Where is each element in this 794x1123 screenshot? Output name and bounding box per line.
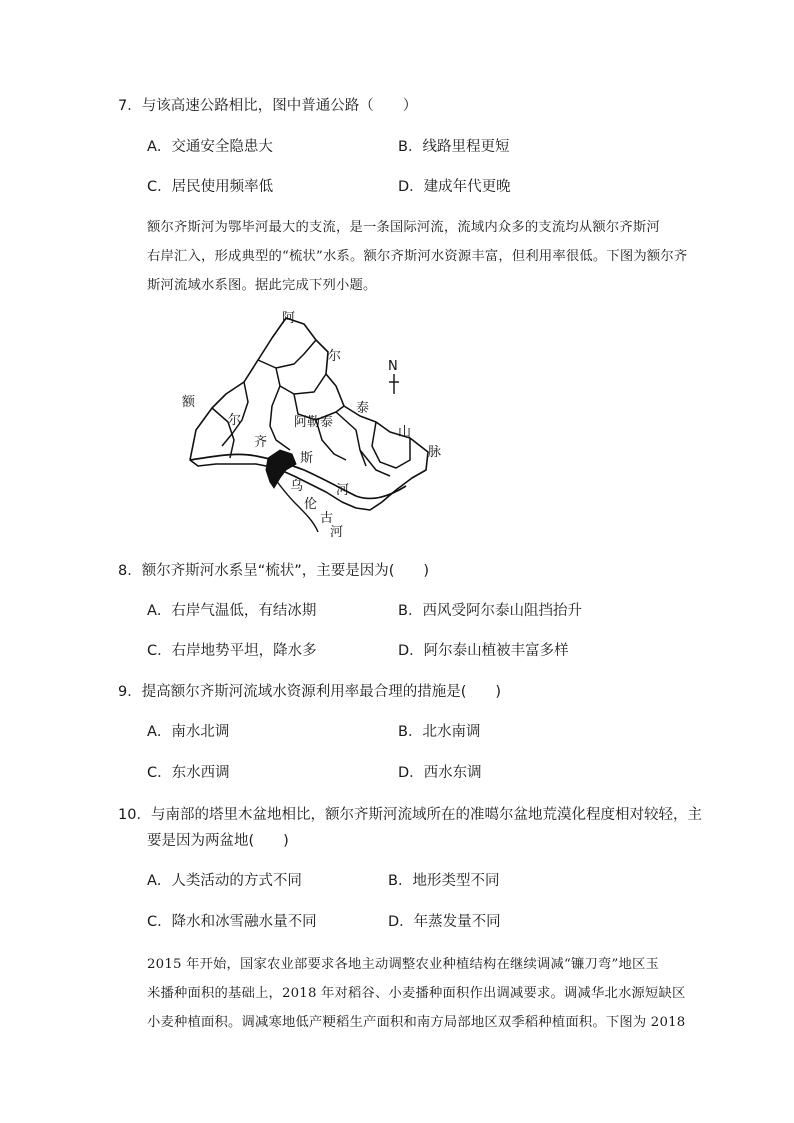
label-wu: 乌 (290, 479, 304, 494)
q9-option-a: A．南水北调 (147, 724, 230, 740)
q9-option-b: B．北水南调 (398, 724, 481, 740)
q8-stem: 8．额尔齐斯河水系呈“梳状”，主要是因为( ) (118, 563, 430, 579)
label-shan: 山 (398, 425, 412, 440)
passage1-line-3: 斯河流域水系图。据此完成下列小题。 (147, 278, 377, 293)
q7-option-d: D．建成年代更晚 (398, 179, 511, 195)
q8-option-b: B．西风受阿尔泰山阻挡抬升 (398, 603, 582, 619)
passage2-line-3: 小麦种植面积。调减寒地低产粳稻生产面积和南方局部地区双季稻种植面积。下图为 2018 (147, 1015, 686, 1030)
q10-option-d: D．年蒸发量不同 (388, 914, 501, 930)
label-lun: 伦 (304, 497, 318, 512)
irtysh-river-map (176, 310, 442, 542)
q7-option-c: C．居民使用频率低 (147, 179, 274, 195)
q9-option-d: D．西水东调 (398, 765, 482, 781)
basin-boundary (190, 318, 428, 510)
label-gu: 古 (320, 511, 334, 526)
label-a1: 阿 (282, 311, 296, 326)
q10-option-a: A．人类活动的方式不同 (147, 873, 302, 889)
q7-option-a: A．交通安全隐患大 (147, 139, 273, 155)
q10-stem-line-1: 10．与南部的塔里木盆地相比，额尔齐斯河流域所在的准噶尔盆地荒漠化程度相对较轻，主 (118, 807, 702, 823)
label-si: 斯 (300, 451, 314, 466)
label-he: 河 (336, 483, 350, 498)
label-qi: 齐 (254, 435, 268, 450)
passage1 (147, 213, 688, 300)
north-arrow (388, 359, 399, 394)
label-tai: 泰 (356, 401, 370, 416)
q10-option-b: B．地形类型不同 (388, 873, 500, 889)
q8-option-d: D．阿尔泰山植被丰富多样 (398, 643, 569, 659)
label-he2: 河 (330, 525, 344, 540)
q9-option-c: C．东水西调 (147, 765, 230, 781)
label-mai: 脉 (428, 445, 442, 460)
label-er1: 尔 (328, 349, 342, 364)
q7-stem: 7．与该高速公路相比，图中普通公路（ ） (118, 98, 418, 114)
label-altay: 阿勒泰 (294, 415, 334, 430)
label-er2: 尔 (228, 413, 242, 428)
label-e: 额 (182, 395, 196, 410)
q8-option-a: A．右岸气温低，有结冰期 (147, 603, 317, 619)
passage2-line-1: 2015 年开始，国家农业部要求各地主动调整农业种植结构在继续调减“镰刀弯”地区玉 (147, 957, 659, 972)
passage1-line-1: 额尔齐斯河为鄂毕河最大的支流，是一条国际河流，流域内众多的支流均从额尔齐斯河 (147, 220, 660, 235)
passage2 (147, 950, 686, 1037)
passage1-line-2: 右岸汇入，形成典型的“梳状”水系。额尔齐斯河水资源丰富，但利用率很低。下图为额尔齐 (147, 249, 688, 264)
q10-option-c: C．降水和冰雪融水量不同 (147, 914, 317, 930)
q9-stem: 9．提高额尔齐斯河流域水资源利用率最合理的措施是( ) (118, 684, 502, 700)
q10-stem-line-2: 要是因为两盆地( ) (147, 833, 289, 849)
north-label: N (388, 359, 398, 374)
q7-option-b: B．线路里程更短 (398, 139, 510, 155)
passage2-line-2: 米播种面积的基础上，2018 年对稻谷、小麦播种面积作出调减要求。调减华北水源短缺区 (147, 986, 686, 1001)
q8-option-c: C．右岸地势平坦，降水多 (147, 643, 317, 659)
